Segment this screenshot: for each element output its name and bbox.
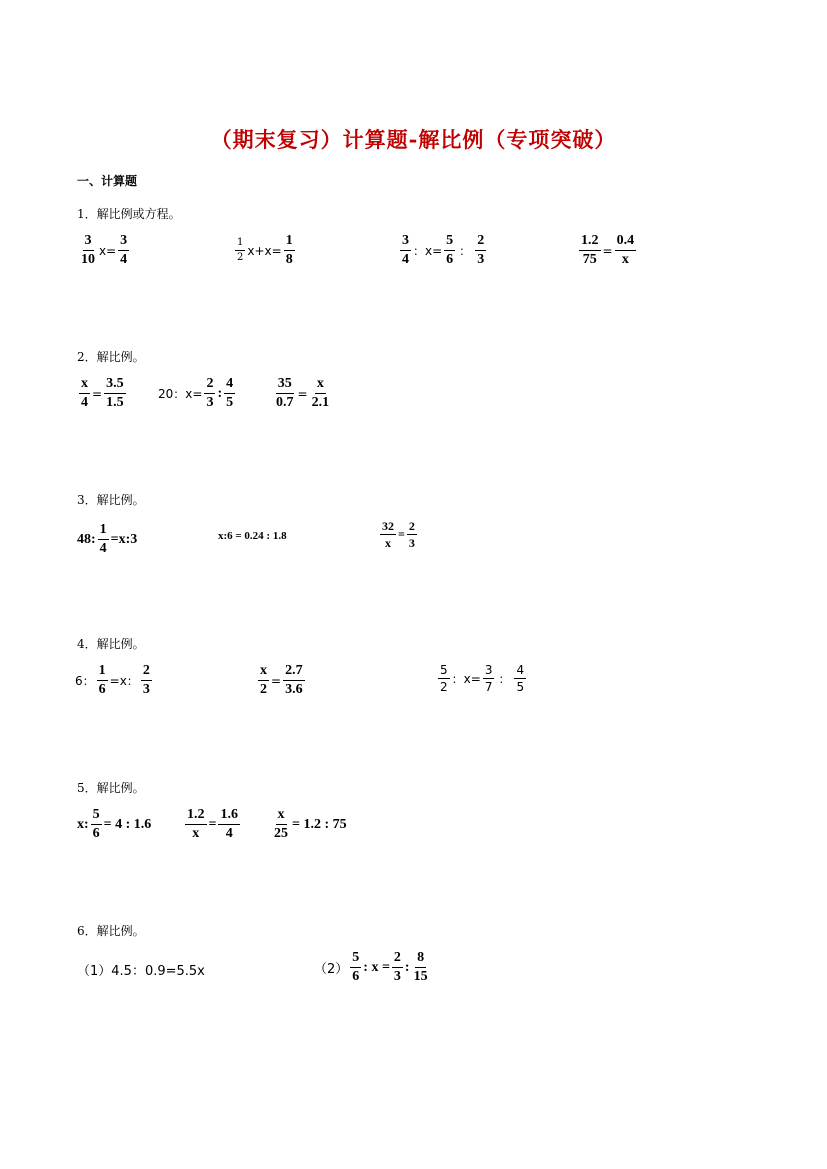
q5-expression-1: x: $\frac{5}{6}$ = 4 : 1.6 <box>77 807 152 841</box>
q1-expression-4: $\frac{1.2}{75}$ = $\frac{0.4}{x}$ <box>581 233 635 267</box>
q3-expression-3: $\frac{32}{x}$ = $\frac{2}{3}$ <box>382 519 415 550</box>
page-title: （期末复习）计算题-解比例（专项突破） <box>210 127 617 152</box>
fraction: $\frac{3}{7}$ <box>484 663 493 694</box>
fraction: $\frac{1}{6}$ <box>98 663 106 697</box>
section-heading: 一、计算题 <box>77 174 138 188</box>
question-6-label: 6．解比例。 <box>77 924 145 938</box>
q4-expression-2: $\frac{x}{2}$ = $\frac{2.7}{3.6}$ <box>260 663 303 697</box>
question-1-label: 1．解比例或方程。 <box>77 207 181 221</box>
q3-expression-2: x:6 = 0.24 : 1.8 <box>218 530 287 542</box>
fraction: $\frac{x}{25}$ <box>274 807 288 841</box>
fraction: $\frac{2}{3}$ <box>477 233 485 267</box>
q5-expression-3: $\frac{x}{25}$ = 1.2 : 75 <box>274 807 347 841</box>
fraction: $\frac{5}{2}$ <box>440 663 448 694</box>
fraction: $\frac{1}{8}$ <box>285 233 293 267</box>
question-2-label: 2．解比例。 <box>77 350 145 364</box>
fraction: $\frac{1}{4}$ <box>99 522 107 556</box>
fraction: $\frac{32}{x}$ <box>382 519 394 550</box>
fraction: $\frac{2}{3}$ <box>408 519 415 550</box>
question-3-label: 3．解比例。 <box>77 493 145 507</box>
fraction: $\frac{3}{4}$ <box>402 233 409 267</box>
fraction: $\frac{1.2}{75}$ <box>581 233 599 267</box>
fraction: $\frac{2.7}{3.6}$ <box>285 663 303 697</box>
question-4-label: 4．解比例。 <box>77 637 145 651</box>
fraction: $\frac{2}{3}$ <box>206 376 214 410</box>
fraction: $\frac{1}{2}$ <box>237 237 244 263</box>
fraction: $\frac{35}{0.7}$ <box>276 376 294 410</box>
fraction: $\frac{1.2}{x}$ <box>187 807 205 841</box>
fraction: $\frac{3}{4}$ <box>120 233 128 267</box>
fraction: $\frac{5}{6}$ <box>446 233 454 267</box>
fraction: $\frac{5}{6}$ <box>352 950 360 984</box>
fraction: $\frac{5}{6}$ <box>92 807 100 841</box>
q4-expression-3: $\frac{5}{2}$ ：x= $\frac{3}{7}$ ： $\frac{4}{5}$ <box>440 663 525 694</box>
fraction: $\frac{4}{5}$ <box>516 663 525 694</box>
fraction: $\frac{3}{10}$ <box>81 233 95 267</box>
q1-expression-3: $\frac{3}{4}$ ：x= $\frac{5}{6}$ ： $\frac{2}{3}$ <box>402 233 485 267</box>
fraction: $\frac{8}{15}$ <box>413 950 428 984</box>
q6-expression-2: （2） $\frac{5}{6}$ : x = $\frac{2}{3}$ : $\frac{8}{15}$ <box>314 950 428 984</box>
q2-expression-3: $\frac{35}{0.7}$ = $\frac{x}{2.1}$ <box>276 376 330 410</box>
q4-expression-1: 6： $\frac{1}{6}$ =x： $\frac{2}{3}$ <box>75 663 150 697</box>
fraction: $\frac{x}{2}$ <box>260 663 267 697</box>
q1-expression-2: $\frac{1}{2}$ x+x= $\frac{1}{8}$ <box>237 233 293 267</box>
q5-expression-2: $\frac{1.2}{x}$ = $\frac{1.6}{4}$ <box>187 807 238 841</box>
fraction: $\frac{2}{3}$ <box>393 950 401 984</box>
fraction: $\frac{2}{3}$ <box>142 663 150 697</box>
fraction: $\frac{0.4}{x}$ <box>616 233 635 267</box>
fraction: $\frac{x}{4}$ <box>81 376 88 410</box>
q2-expression-2: 20：x= $\frac{2}{3}$ : $\frac{4}{5}$ <box>158 376 234 410</box>
q6-expression-1: （1）4.5：0.9=5.5x <box>77 964 205 979</box>
fraction: $\frac{1.6}{4}$ <box>220 807 238 841</box>
question-5-label: 5．解比例。 <box>77 781 145 795</box>
q2-expression-1: $\frac{x}{4}$ = $\frac{3.5}{1.5}$ <box>81 376 124 410</box>
fraction: $\frac{4}{5}$ <box>226 376 234 410</box>
q3-expression-1: 48: $\frac{1}{4}$ =x:3 <box>77 522 138 556</box>
fraction: $\frac{3.5}{1.5}$ <box>106 376 124 410</box>
fraction: $\frac{x}{2.1}$ <box>311 376 330 410</box>
q1-expression-1: $\frac{3}{10}$ x = $\frac{3}{4}$ <box>81 233 128 267</box>
